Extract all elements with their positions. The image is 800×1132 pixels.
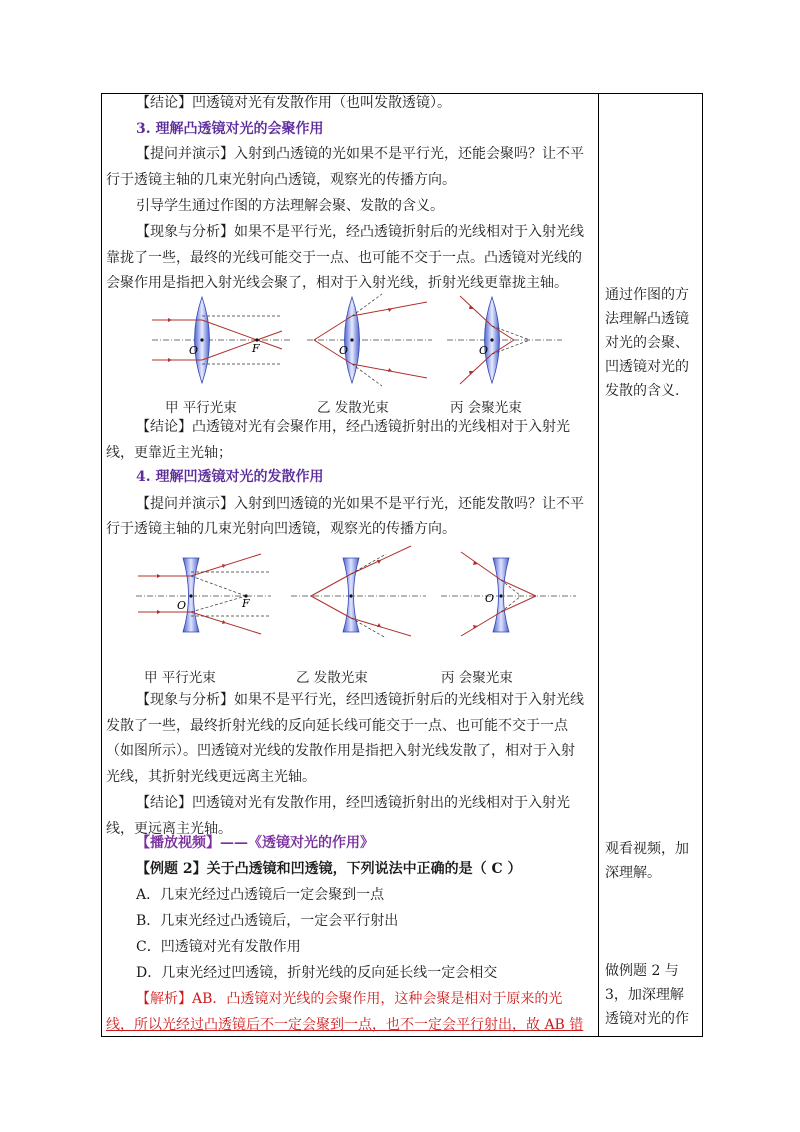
analysis-2-line-3: （如图所示）。凹透镜对光线的发散作用是指把入射光线发散了，相对于入射 bbox=[106, 743, 575, 759]
option-c: C．凹透镜对光有发散作用 bbox=[136, 939, 301, 955]
side-note-1-line-3: 对光的会聚、 bbox=[605, 335, 689, 351]
analysis-1-line-3: 会聚作用是指把入射光线会聚了，相对于入射光线，折射光线更靠拢主轴。 bbox=[106, 275, 568, 291]
content-column bbox=[102, 94, 598, 1036]
question-2-line-1: 【提问并演示】入射到凹透镜的光如果不是平行光，还能发散吗？让不平 bbox=[136, 496, 584, 512]
side-note-1-line-1: 通过作图的方 bbox=[605, 287, 689, 303]
analysis-2-line-4: 光线，其折射光线更远离主光轴。 bbox=[106, 769, 316, 785]
answer-explanation-line-2: 线，所以光经过凸透镜后不一定会聚到一点，也不一定会平行射出，故 AB 错 bbox=[106, 1017, 584, 1033]
analysis-1-line-1: 【现象与分析】如果不是平行光，经凸透镜折射后的光线相对于入射光线 bbox=[136, 224, 584, 240]
convex-converging-figure bbox=[447, 296, 562, 384]
convex-parallel-figure bbox=[152, 297, 292, 383]
answer-explanation-line-1: 【解析】AB．凸透镜对光线的会聚作用，这种会聚是相对于原来的光 bbox=[136, 991, 563, 1007]
guide-text: 引导学生通过作图的方法理解会聚、发散的含义。 bbox=[136, 198, 444, 214]
concave-label-parallel: 甲 平行光束 bbox=[144, 670, 216, 686]
question-1-line-1: 【提问并演示】入射到凸透镜的光如果不是平行光，还能会聚吗？让不平 bbox=[136, 146, 584, 162]
side-note-3-line-3: 透镜对光的作 bbox=[605, 1011, 689, 1027]
side-note-1-line-2: 法理解凸透镜 bbox=[605, 311, 689, 327]
notes-column bbox=[599, 94, 703, 1036]
play-video-heading: 【播放视频】——《透镜对光的作用》 bbox=[136, 835, 374, 851]
convex-diverging-figure bbox=[307, 294, 432, 386]
conclusion-convex-line-2: 线，更靠近主光轴； bbox=[106, 445, 232, 461]
conclusion-concave: 【结论】凹透镜对光有发散作用（也叫发散透镜）。 bbox=[136, 95, 451, 111]
option-a: A．几束光经过凸透镜后一定会聚到一点 bbox=[136, 887, 385, 903]
section-heading-3: 3. 理解凸透镜对光的会聚作用 bbox=[136, 121, 324, 137]
concave-label-diverging: 乙 发散光束 bbox=[296, 670, 368, 686]
analysis-2-line-2: 发散了一些，最终折射光线的反向延长线可能交于一点、也可能不交于一点 bbox=[106, 718, 568, 734]
label-o: O bbox=[479, 344, 489, 357]
convex-label-parallel: 甲 平行光束 bbox=[165, 400, 237, 416]
conclusion-concave-2-line-2: 线，更远离主光轴。 bbox=[106, 821, 232, 837]
concave-label-converging: 丙 会聚光束 bbox=[441, 670, 513, 686]
lesson-table bbox=[101, 93, 703, 1037]
option-d: D．几束光经过凹透镜，折射光线的反向延长线一定会相交 bbox=[136, 965, 498, 981]
concave-lens-figures bbox=[136, 544, 576, 638]
conclusion-concave-2-line-1: 【结论】凹透镜对光有发散作用，经凹透镜折射出的光线相对于入射光 bbox=[136, 795, 570, 811]
label-o: O bbox=[177, 599, 187, 612]
side-note-2-line-1: 观看视频，加 bbox=[605, 841, 689, 857]
concave-converging-figure bbox=[441, 552, 576, 636]
section-heading-4: 4. 理解凹透镜对光的发散作用 bbox=[136, 469, 324, 485]
convex-lens-figures bbox=[142, 292, 562, 388]
side-note-3-line-1: 做例题 2 与 bbox=[605, 963, 679, 979]
label-f: F bbox=[242, 597, 250, 610]
analysis-1-line-2: 靠拢了一些，最终的光线可能交于一点、也可能不交于一点。凸透镜对光线的 bbox=[106, 250, 582, 266]
side-note-3-line-2: 3，加深理解 bbox=[605, 987, 684, 1003]
label-f: F bbox=[252, 342, 260, 355]
side-note-1-line-5: 发散的含义. bbox=[605, 383, 680, 399]
side-note-1-line-4: 凹透镜对光的 bbox=[605, 359, 689, 375]
question-2-line-2: 行于透镜主轴的几束光射向凹透镜，观察光的传播方向。 bbox=[106, 521, 456, 537]
conclusion-convex-line-1: 【结论】凸透镜对光有会聚作用，经凸透镜折射出的光线相对于入射光 bbox=[136, 419, 570, 435]
option-b: B．几束光经过凸透镜后，一定会平行射出 bbox=[136, 913, 399, 929]
convex-label-converging: 丙 会聚光束 bbox=[450, 400, 522, 416]
convex-label-diverging: 乙 发散光束 bbox=[317, 400, 389, 416]
concave-diverging-figure bbox=[291, 546, 426, 638]
concave-parallel-figure bbox=[136, 554, 271, 634]
example-2-question: 【例题 2】关于凸透镜和凹透镜，下列说法中正确的是（ C ） bbox=[136, 861, 522, 877]
label-o: O bbox=[189, 344, 199, 357]
label-o: O bbox=[339, 344, 349, 357]
label-o: O bbox=[485, 592, 495, 605]
question-1-line-2: 行于透镜主轴的几束光射向凸透镜，观察光的传播方向。 bbox=[106, 172, 456, 188]
analysis-2-line-1: 【现象与分析】如果不是平行光，经凹透镜折射后的光线相对于入射光线 bbox=[136, 692, 584, 708]
side-note-2-line-2: 深理解。 bbox=[605, 865, 661, 881]
